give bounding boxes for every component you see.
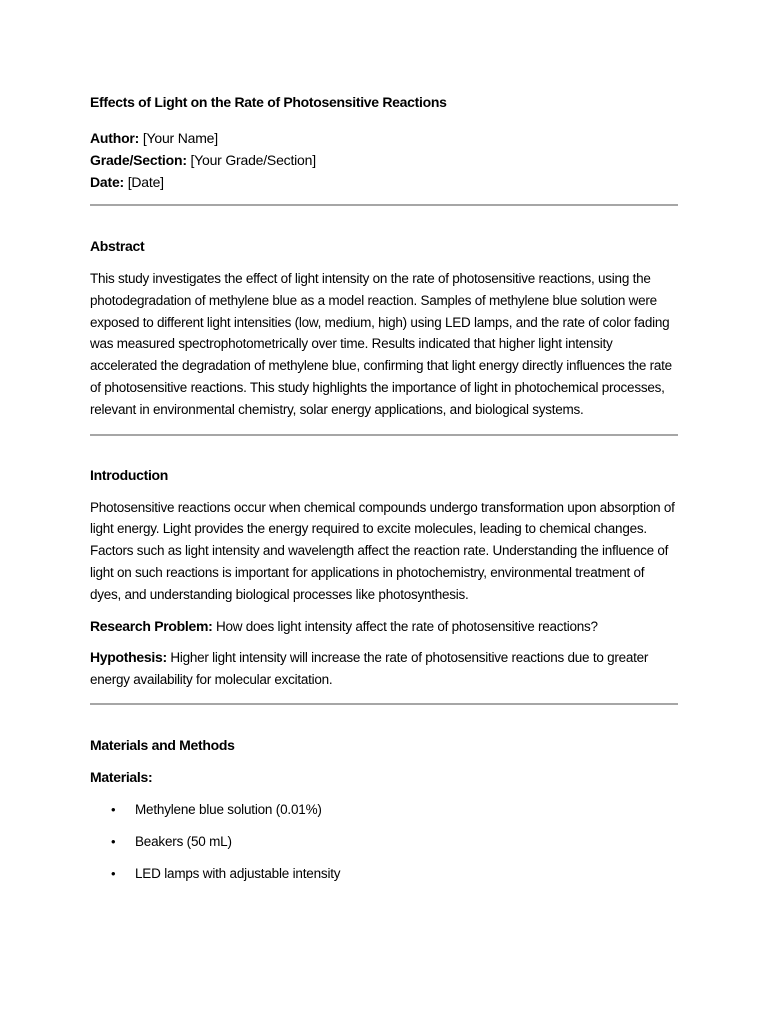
document-title: Effects of Light on the Rate of Photosensitive Reactions xyxy=(90,94,447,110)
grade-label: Grade/Section: xyxy=(90,152,187,168)
abstract-body: This study investigates the effect of light intensity on the rate of photosensitive reactions, using the photodegradation of methylene blue as a model reaction. Samples of methylene blue solution were exposed to different light intensities (low, medium, high) using LED lamps, and the rate of color fading was measured spectrophotometrically over time. Results indicated that higher light intensity accelerated the degradation of methylene blue, confirming that light energy directly influences the rate of photosensitive reactions. This study highlights the importance of light in photochemical processes, relevant in environmental chemistry, solar energy applications, and biological systems. xyxy=(90,271,672,417)
materials-methods-heading: Materials and Methods xyxy=(90,736,235,753)
material-item-text: Methylene blue solution (0.01%) xyxy=(135,801,322,817)
author-label: Author: xyxy=(90,130,140,146)
date-value: [Date] xyxy=(124,174,164,190)
date-line xyxy=(90,171,678,193)
research-problem xyxy=(90,616,678,638)
abstract-heading: Abstract xyxy=(90,238,145,254)
list-item xyxy=(90,832,678,864)
grade-value: [Your Grade/Section] xyxy=(186,152,316,168)
materials-list xyxy=(90,800,678,896)
bullet-icon: • xyxy=(111,833,116,849)
hypothesis-value: Higher light intensity will increase the rate of photosensitive reactions due to greater energy availability for molecular excitation. xyxy=(90,650,649,688)
materials-label: Materials: xyxy=(90,768,153,785)
introduction-heading: Introduction xyxy=(90,466,169,483)
author-value: [Your Name] xyxy=(139,130,218,146)
bullet-icon: • xyxy=(111,865,116,881)
author-line xyxy=(90,127,678,149)
research-problem-value: How does light intensity affect the rate of photosensitive reactions? xyxy=(212,618,598,634)
grade-line xyxy=(90,149,678,171)
hypothesis xyxy=(90,647,678,691)
material-item-text: LED lamps with adjustable intensity xyxy=(135,865,341,881)
list-item xyxy=(90,800,678,832)
divider-3 xyxy=(90,703,678,705)
introduction-body: Photosensitive reactions occur when chemical compounds undergo transformation upon absorption of light energy. Light provides the energy required to excite molecules, leading to chemical changes. Factors such as light intensity and wavelength affect the reaction rate. Understanding the influence of light on such reactions is important for applications in photochemistry, environmental treatment of dyes, and understanding biological processes like photosynthesis. xyxy=(90,499,675,602)
divider-1 xyxy=(90,204,678,206)
research-problem-label: Research Problem: xyxy=(90,617,213,634)
hypothesis-label: Hypothesis: xyxy=(90,649,167,666)
material-item-text: Beakers (50 mL) xyxy=(135,833,232,849)
bullet-icon: • xyxy=(111,801,116,817)
divider-2 xyxy=(90,434,678,436)
list-item xyxy=(90,864,678,896)
date-label: Date: xyxy=(90,174,125,190)
